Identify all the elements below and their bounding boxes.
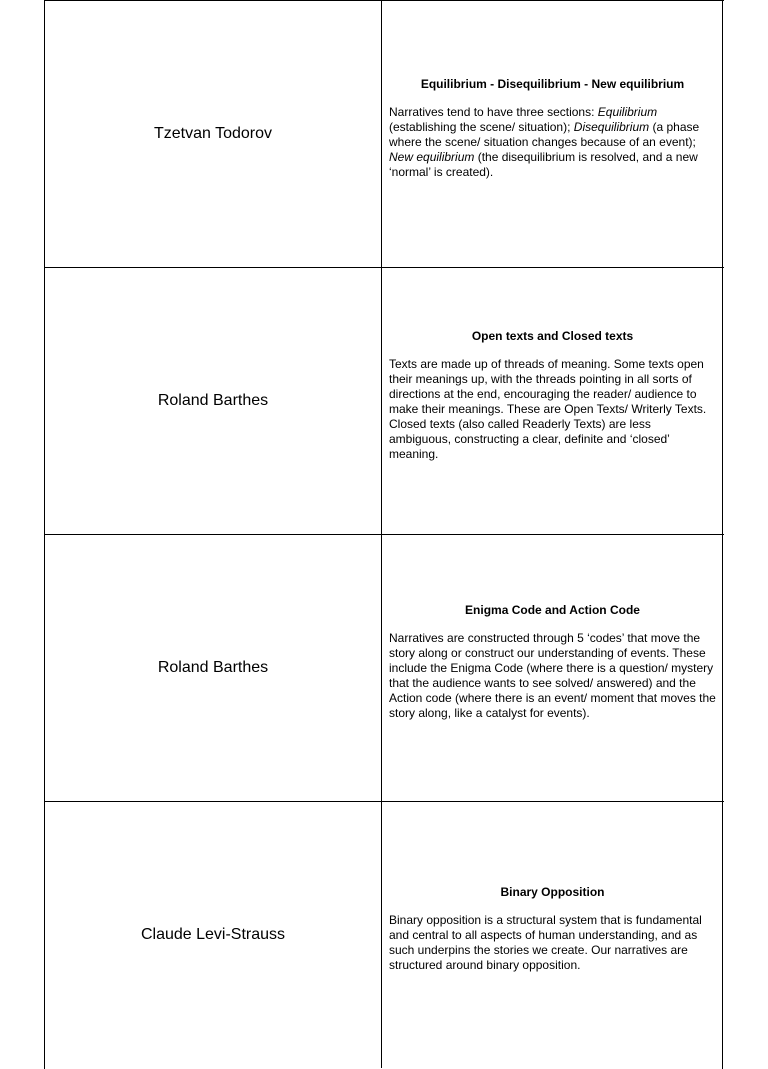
card-row [45,534,724,801]
card-row [45,0,724,267]
description-term: Equilibrium [597,104,658,119]
theory-cell [383,802,722,1068]
theory-cell [383,268,722,534]
description-text: Narratives tend to have three sections: [389,104,598,119]
theory-description [389,105,716,180]
theory-description [389,357,716,462]
theorist-cell [45,535,382,801]
card-row [45,801,724,1068]
theory-heading: Open texts and Closed texts [471,328,634,343]
theory-cell [383,1,722,267]
theorist-name: Roland Barthes [157,392,269,409]
theorist-name: Tzetvan Todorov [154,125,272,142]
theory-heading: Enigma Code and Action Code [465,603,640,617]
description-text: Narratives are constructed through 5 ‘codes’ that move the story along or construct our understanding of events. These include the Enigma Code (where there is a question/ mystery that the audience wants to see solved/ answered) and the Action code (where there is an event/ moment that moves the story along, like a catalyst for events). [389,631,716,720]
description-text: (establishing the scene/ situation); [389,119,574,134]
card-row [45,267,724,534]
flashcard-sheet [44,0,723,1024]
theorist-name: Claude Levi-Strauss [140,926,286,943]
card-grid [44,0,723,1069]
theory-description [389,913,716,973]
description-text: (the disequilibrium is resolved, and a new ‘normal’ is created). [389,149,698,179]
theory-heading: Equilibrium - Disequilibrium - New equilibrium [420,76,685,91]
theory-cell [383,535,722,801]
theorist-cell [45,268,382,534]
description-text: Texts are made up of threads of meaning. Some texts open their meanings up, with the threads pointing in all sorts of directions at the end, encouraging the reader/ audience to make their meanings. These are Open Texts/ Writerly Texts. Closed texts (also called Readerly Texts) are less ambiguous, constructing a clear, definite and ‘closed’ meaning. [389,356,707,461]
theorist-name: Roland Barthes [157,659,269,676]
theorist-cell [45,802,382,1068]
description-term: Disequilibrium [573,119,650,134]
description-text: Binary opposition is a structural system that is fundamental and central to all aspects of human understanding, and as such underpins the stories we create. Our narratives are structured around binary opposition. [389,913,702,972]
description-text: (a phase where the scene/ situation changes because of an event); [389,119,700,149]
theorist-cell [45,1,382,267]
theory-description [389,631,716,721]
theory-heading: Binary Opposition [500,885,605,899]
description-term: New equilibrium [389,149,475,164]
